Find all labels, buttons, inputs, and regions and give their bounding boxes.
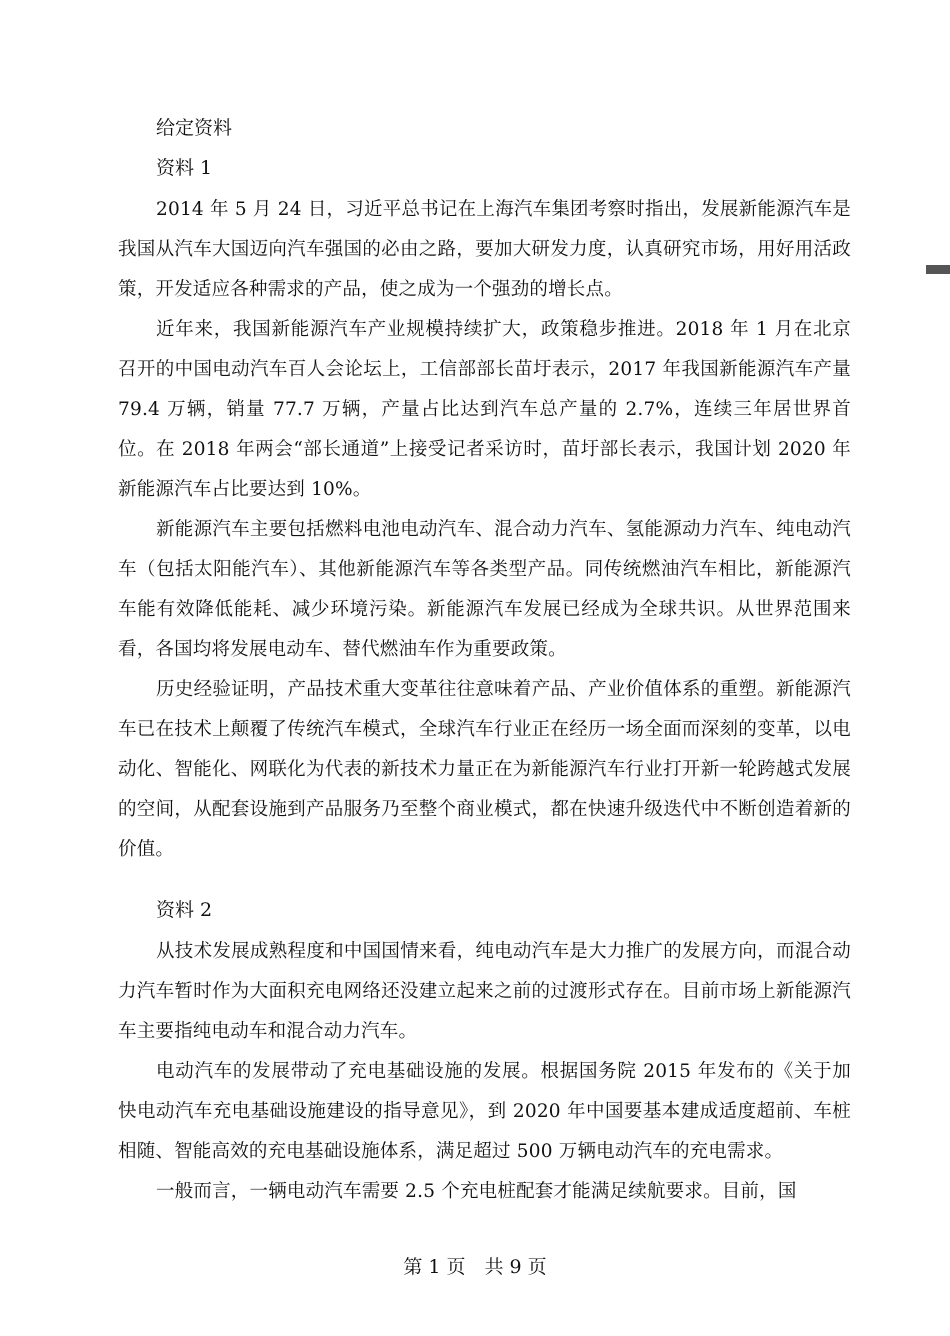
- section-1-paragraph-4: 历史经验证明，产品技术重大变革往往意味着产品、产业价值体系的重塑。新能源汽车已在技术上颠覆了传统汽车模式，全球汽车行业正在经历一场全面而深刻的变革，以电动化、智能化、网联化为代表的新技术力量正在为新能源汽车行业打开新一轮跨越式发展的空间，从配套设施到产品服务乃至整个商业模式，都在快速升级迭代中不断创造着新的价值。: [118, 679, 851, 860]
- page-side-marker: [926, 265, 950, 274]
- section-2-paragraph-1: 从技术发展成熟程度和中国国情来看，纯电动汽车是大力推广的发展方向，而混合动力汽车暂时作为大面积充电网络还没建立起来之前的过渡形式存在。目前市场上新能源汽车主要指纯电动车和混合动力汽车。: [118, 941, 851, 1042]
- section-1-paragraph-2: 近年来，我国新能源汽车产业规模持续扩大，政策稳步推进。2018 年 1 月在北京召开的中国电动汽车百人会论坛上，工信部部长苗圩表示，2017 年我国新能源汽车产量 79.4 万辆，销量 77.7 万辆，产量占比达到汽车总产量的 2.7%，连续三年居世界首位。在 2018 年两会“部长通道”上接受记者采访时，苗圩部长表示，我国计划 2020 年新能源汽车占比要达到 10%。: [118, 319, 851, 500]
- document-content: [118, 110, 851, 1212]
- document-heading: 给定资料: [156, 117, 233, 139]
- section-2-paragraph-2: 电动汽车的发展带动了充电基础设施的发展。根据国务院 2015 年发布的《关于加快电动汽车充电基础设施建设的指导意见》，到 2020 年中国要基本建成适度超前、车桩相随、智能高效的充电基础设施体系，满足超过 500 万辆电动汽车的充电需求。: [118, 1061, 851, 1162]
- section-2-paragraph-3: 一般而言，一辆电动汽车需要 2.5 个充电桩配套才能满足续航要求。目前，国: [156, 1181, 797, 1202]
- section-title-2: 资料 2: [156, 899, 213, 921]
- section-title-1: 资料 1: [156, 157, 213, 179]
- section-1-paragraph-1: 2014 年 5 月 24 日，习近平总书记在上海汽车集团考察时指出，发展新能源汽车是我国从汽车大国迈向汽车强国的必由之路，要加大研发力度，认真研究市场，用好用活政策，开发适应各种需求的产品，使之成为一个强劲的增长点。: [118, 199, 851, 300]
- section-1-paragraph-3: 新能源汽车主要包括燃料电池电动汽车、混合动力汽车、氢能源动力汽车、纯电动汽车（包括太阳能汽车）、其他新能源汽车等各类型产品。同传统燃油汽车相比，新能源汽车能有效降低能耗、减少环境污染。新能源汽车发展已经成为全球共识。从世界范围来看，各国均将发展电动车、替代燃油车作为重要政策。: [118, 519, 851, 660]
- page-number-footer: 第 1 页 共 9 页: [403, 1256, 547, 1278]
